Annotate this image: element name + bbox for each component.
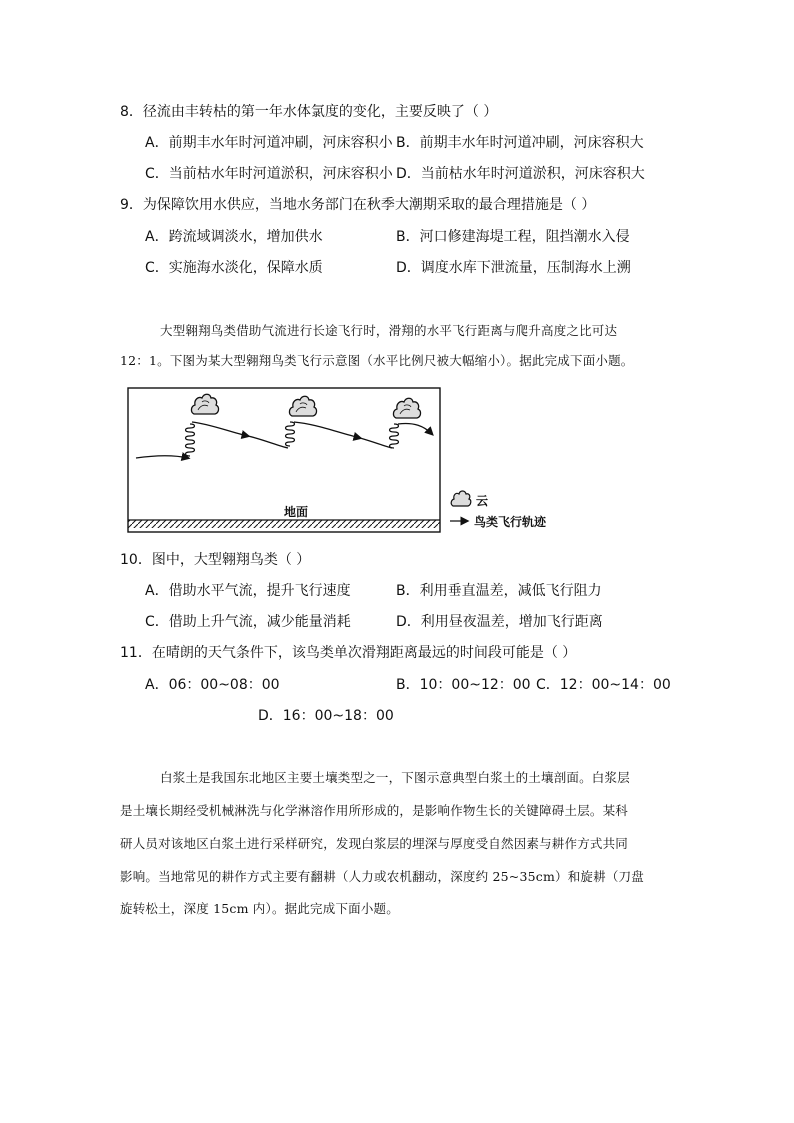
soil-passage-line-5: 旋转松土，深度 15cm 内）。据此完成下面小题。 <box>120 901 399 916</box>
soil-passage-line-2: 是土壤长期经受机械淋洗与化学淋溶作用所形成的，是影响作物生长的关键障碍土层。某科 <box>120 803 629 818</box>
q11-option-c: C．12：00~14：00 <box>536 677 671 693</box>
q11-option-b: B．10：00~12：00 <box>396 677 531 693</box>
q11-stem: 11．在晴朗的天气条件下，该鸟类单次滑翔距离最远的时间段可能是（ ） <box>120 645 577 661</box>
flight-trajectory <box>192 422 248 436</box>
q9-option-c: C．实施海水淡化，保障水质 <box>145 260 323 276</box>
ground-label: 地面 <box>284 505 309 519</box>
q11-option-a: A．06：00~08：00 <box>145 677 280 693</box>
q10-option-d: D．利用昼夜温差，增加飞行距离 <box>396 614 603 630</box>
legend-cloud-label: 云 <box>476 494 489 508</box>
q9-stem: 9．为保障饮用水供应，当地水务部门在秋季大潮期采取的最合理措施是（ ） <box>120 197 596 213</box>
soil-passage-line-3: 研人员对该地区白浆土进行采样研究，发现白浆层的埋深与厚度受自然因素与耕作方式共同 <box>120 836 629 851</box>
thermal-spiral-1 <box>186 424 195 456</box>
q8-option-a: A．前期丰水年时河道冲刷，河床容积小 <box>145 135 393 151</box>
flight-trajectory <box>360 438 392 448</box>
flight-trajectory <box>136 456 188 458</box>
q8-option-c: C．当前枯水年时河道淤积，河床容积小 <box>145 166 393 182</box>
flight-trajectory <box>294 422 360 438</box>
soil-passage-line-4: 影响。当地常见的耕作方式主要有翻耕（人力或农机翻动，深度约 25~35cm）和旋耕（刀盘 <box>120 869 644 884</box>
q11-option-d: D．16：00~18：00 <box>258 708 394 724</box>
bird-flight-diagram <box>120 380 580 540</box>
q10-option-b: B．利用垂直温差，减低飞行阻力 <box>396 583 602 599</box>
q9-option-a: A．跨流域调淡水，增加供水 <box>145 229 323 245</box>
q8-option-d: D．当前枯水年时河道淤积，河床容积大 <box>396 166 645 182</box>
thermal-spiral-3 <box>390 424 399 448</box>
soil-passage-line-1: 白浆土是我国东北地区主要土壤类型之一，下图示意典型白浆土的土壤剖面。白浆层 <box>160 770 630 785</box>
flight-trajectory <box>398 423 432 434</box>
bird-passage-line-1: 大型翱翔鸟类借助气流进行长途飞行时，滑翔的水平飞行距离与爬升高度之比可达 <box>160 323 618 338</box>
legend-track-label: 鸟类飞行轨迹 <box>474 515 547 529</box>
cloud-icon <box>393 398 420 418</box>
q10-option-a: A．借助水平气流，提升飞行速度 <box>145 583 351 599</box>
ground-hatch <box>128 520 440 528</box>
q8-stem: 8．径流由丰转枯的第一年水体氯度的变化，主要反映了（ ） <box>120 104 498 120</box>
bird-passage-line-2: 12：1。下图为某大型翱翔鸟类飞行示意图（水平比例尺被大幅缩小）。据此完成下面小题。 <box>120 353 634 368</box>
cloud-icon <box>289 396 316 416</box>
thermal-spiral-2 <box>286 422 295 446</box>
cloud-icon <box>191 394 218 414</box>
q9-option-b: B．河口修建海堤工程，阻挡潮水入侵 <box>396 229 630 245</box>
q8-option-b: B．前期丰水年时河道冲刷，河床容积大 <box>396 135 644 151</box>
q10-option-c: C．借助上升气流，减少能量消耗 <box>145 614 351 630</box>
q10-stem: 10．图中，大型翱翔鸟类（ ） <box>120 552 311 568</box>
q9-option-d: D．调度水库下泄流量，压制海水上溯 <box>396 260 631 276</box>
cloud-legend-icon <box>451 491 471 506</box>
flight-trajectory <box>248 436 288 448</box>
